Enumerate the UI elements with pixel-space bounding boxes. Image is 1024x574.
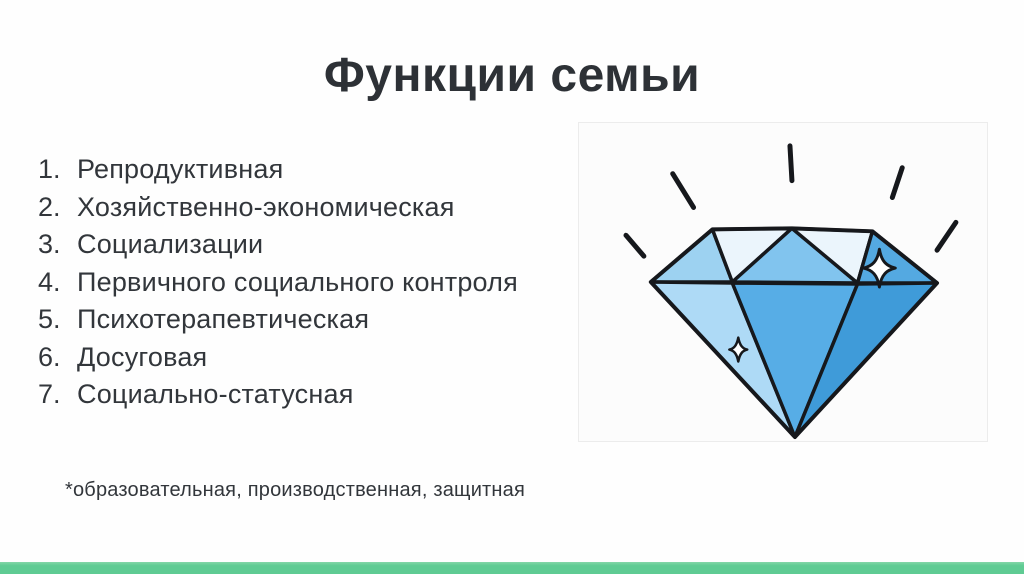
functions-list: [38, 151, 518, 414]
light-ray: [790, 146, 792, 181]
list-item: [38, 376, 518, 414]
list-item-number: 6.: [38, 341, 61, 372]
list-item-number: 3.: [38, 229, 61, 260]
list-item-label: Репродуктивная: [77, 154, 284, 185]
list-item: [38, 189, 518, 227]
light-ray: [673, 174, 694, 208]
diamond-image: [578, 122, 988, 442]
list-item-label: Досуговая: [77, 341, 208, 372]
list-item: [38, 264, 518, 302]
light-ray: [937, 222, 956, 250]
list-item: [38, 226, 518, 264]
list-item-label: Психотерапевтическая: [77, 304, 370, 335]
list-item: [38, 339, 518, 377]
list-item-label: Хозяйственно-экономическая: [77, 191, 455, 222]
list-item-number: 7.: [38, 379, 61, 410]
list-item-label: Первичного социального контроля: [77, 266, 518, 297]
list-item: [38, 301, 518, 339]
list-item-number: 4.: [38, 266, 61, 297]
list-item-number: 5.: [38, 304, 61, 335]
list-item-number: 2.: [38, 191, 61, 222]
list-item: [38, 151, 518, 189]
light-ray: [892, 168, 902, 198]
slide-title: Функции семьи: [323, 49, 701, 102]
diamond-facets: [651, 228, 937, 437]
diamond-illustration-svg: [579, 123, 987, 441]
footnote: *образовательная, производственная, защитная: [65, 479, 526, 501]
bottom-accent-bar: [0, 562, 1024, 574]
light-ray: [626, 235, 644, 256]
list-item-label: Социально-статусная: [77, 379, 354, 410]
list-item-label: Социализации: [77, 229, 264, 260]
list-item-number: 1.: [38, 154, 61, 185]
